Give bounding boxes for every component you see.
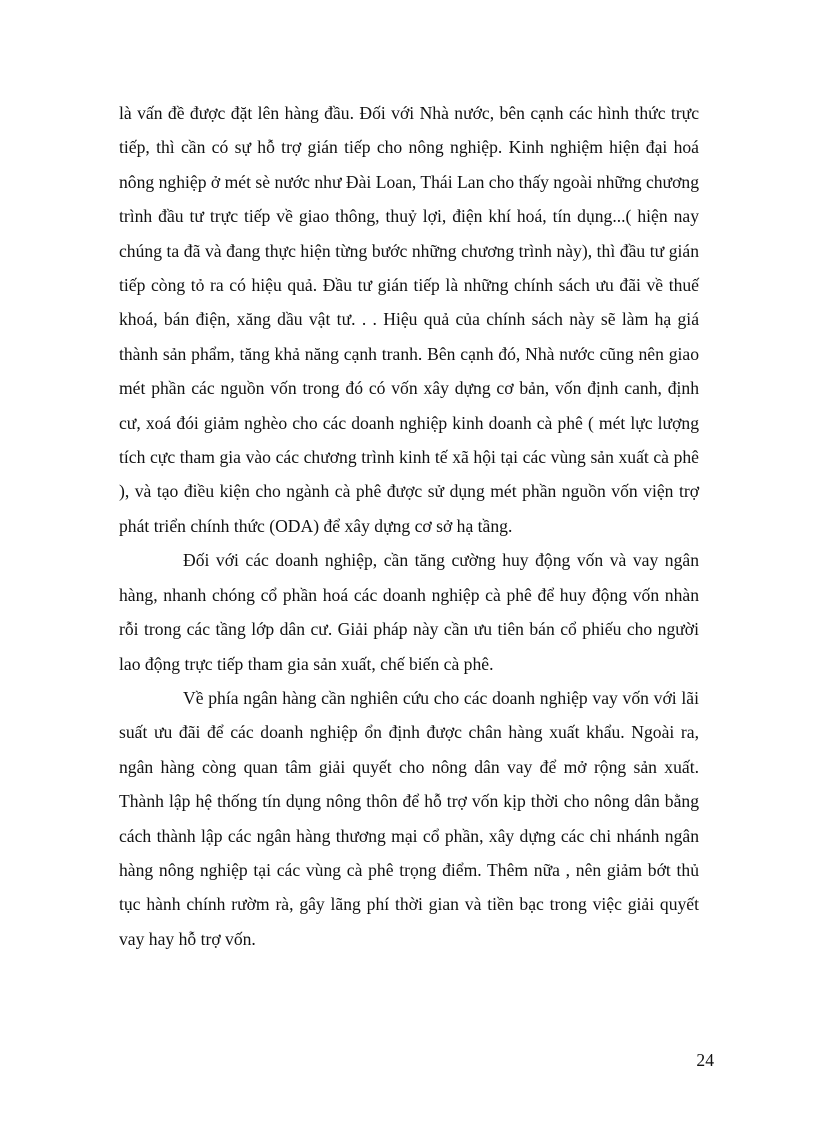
paragraph-continued: là vấn đề được đặt lên hàng đầu. Đối với Nhà nước, bên cạnh các hình thức trực tiếp, thì cần có sự hỗ trợ gián tiếp cho nông nghiệp. Kinh nghiệm hiện đại hoá nông nghiệp ở mét sè nước như Đài Loan, Thái Lan cho thấy ngoài những chương trình đầu tư trực tiếp về giao thông, thuỷ lợi, điện khí hoá, tín dụng...( hiện nay chúng ta đã và đang thực hiện từng bước những chương trình này), thì đầu tư gián tiếp còng tỏ ra có hiệu quả. Đầu tư gián tiếp là những chính sách ưu đãi về thuế khoá, bán điện, xăng dầu vật tư. . . Hiệu quả của chính sách này sẽ làm hạ giá thành sản phẩm, tăng khả năng cạnh tranh. Bên cạnh đó, Nhà nước cũng nên giao mét phần các nguồn vốn trong đó có vốn xây dựng cơ bản, vốn định canh, định cư, xoá đói giảm nghèo cho các doanh nghiệp kinh doanh cà phê ( mét lực lượng tích cực tham gia vào các chương trình kinh tế xã hội tại các vùng sản xuất cà phê ), và tạo điều kiện cho ngành cà phê được sử dụng mét phần nguồn vốn viện trợ phát triển chính thức (ODA) để xây dựng cơ sở hạ tầng. xyxy=(119,103,699,536)
paragraph-enterprises: Đối với các doanh nghiệp, cần tăng cường huy động vốn và vay ngân hàng, nhanh chóng cổ phần hoá các doanh nghiệp cà phê để huy động vốn nhàn rỗi trong các tầng lớp dân cư. Giải pháp này cần ưu tiên bán cổ phiếu cho người lao động trực tiếp tham gia sản xuất, chế biến cà phê. xyxy=(119,550,699,674)
page-number: 24 xyxy=(696,1050,714,1070)
body-text xyxy=(119,96,699,956)
paragraph-banks: Về phía ngân hàng cần nghiên cứu cho các doanh nghiệp vay vốn với lãi suất ưu đãi để các doanh nghiệp ổn định được chân hàng xuất khẩu. Ngoài ra, ngân hàng còng quan tâm giải quyết cho nông dân vay để mở rộng sản xuất. Thành lập hệ thống tín dụng nông thôn để hỗ trợ vốn kịp thời cho nông dân bằng cách thành lập các ngân hàng thương mại cổ phần, xây dựng các chi nhánh ngân hàng nông nghiệp tại các vùng cà phê trọng điểm. Thêm nữa , nên giảm bớt thủ tục hành chính rườm rà, gây lãng phí thời gian và tiền bạc trong việc giải quyết vay hay hỗ trợ vốn. xyxy=(119,687,699,949)
